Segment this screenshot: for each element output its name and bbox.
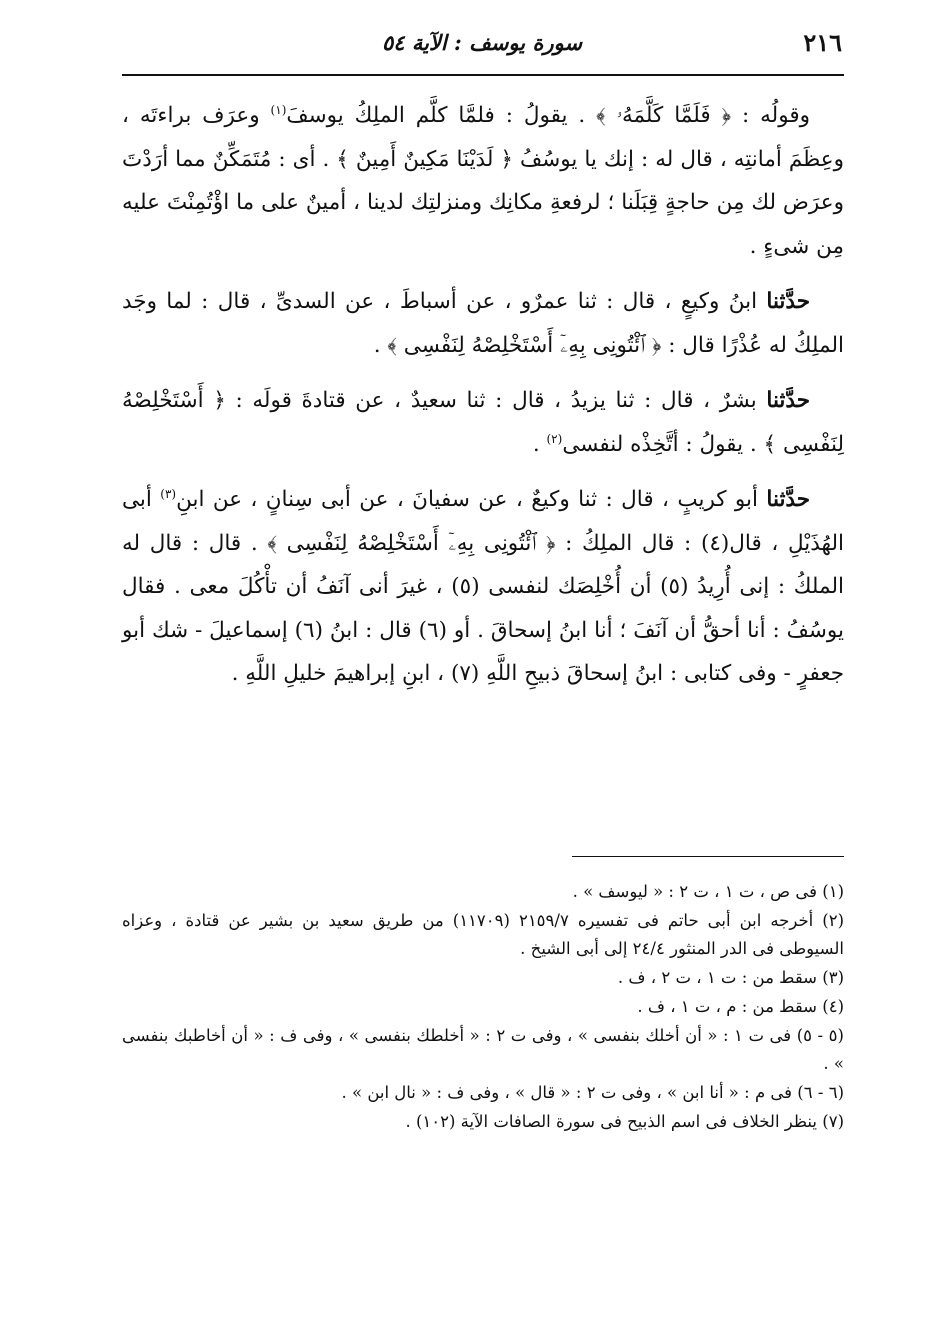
paragraph-lead: حدَّثنا (766, 289, 810, 314)
header-divider (122, 74, 844, 76)
footnotes (122, 878, 844, 1137)
page-number: ٢١٦ (803, 28, 842, 57)
paragraph-text: ابنُ وكيعٍ ، قال : ثنا عمرٌو ، عن أسباطَ ، عن السدىِّ ، قال : لما وجَد الملِكُ له عُذْرًا قال : ﴿ ٱئْتُونِى بِهِۦٓ أَسْتَخْلِصْهُ لِنَفْسِى ﴾ . (122, 289, 844, 358)
paragraph-4 (122, 478, 844, 696)
paragraph-3 (122, 379, 844, 466)
paragraph-text: وقولُه : ﴿ فَلَمَّا كَلَّمَهُۥ ﴾ . يقولُ : فلمَّا كلَّم الملِكُ يوسفَ (286, 103, 811, 128)
footnote-3: (٣) سقط من : ت ١ ، ت ٢ ، ف . (617, 968, 844, 987)
page-header (122, 24, 842, 68)
footnote-4: (٤) سقط من : م ، ت ١ ، ف . (637, 997, 844, 1016)
paragraph-text-continued: أبى الهُذَيْلِ ، قال(٤) : قال الملِكُ : ﴿ ٱئْتُونِى بِهِۦٓ أَسْتَخْلِصْهُ لِنَفْسِى ﴾ . قال : قال له الملكُ : إنى أُرِيدُ (٥) أن أُخْلِصَك لنفسى (٥) ، غيرَ أنى آنَفُ أن تأْكُلَ معى . فقال يوسُفُ : أنا أحقُّ أن آنَفَ ؛ أنا ابنُ إسحاقَ . أو (٦) قال : ابنُ (٦) إسماعيلَ - شك أبو جعفرٍ - وفى كتابى : ابنُ إسحاقَ ذبيحِ اللَّهِ (٧) ، ابنِ إبراهيمَ خليلِ اللَّهِ . (122, 487, 844, 686)
footnote-1: (١) فى ص ، ت ١ ، ت ٢ : « ليوسف » . (572, 882, 844, 901)
footnote-2: (٢) أخرجه ابن أبى حاتم فى تفسيره ٢١٥٩/٧ (١١٧٠٩) من طريق سعيد بن بشير عن قتادة ، وعزاه السيوطى فى الدر المنثور ٢٤/٤ إلى أبى الشيخ . (122, 911, 845, 958)
footnote-marker: (١) (270, 102, 287, 117)
paragraph-text-continued: وعرَف براءتَه ، وعِظَمَ أمانتِه ، قال له : إنك يا يوسُفُ ﴿ لَدَيْنَا مَكِينٌ أَمِينٌ ﴾ . أى : مُتَمَكِّنٌ مما أرَدْتَ وعرَض لك مِن حاجةٍ قِبَلَنا ؛ لرفعةِ مكانِك ومنزلتِك لدينا ، أمينٌ على ما اؤْتُمِنْتَ عليه مِن شىءٍ . (122, 103, 844, 259)
paragraph-2 (122, 280, 844, 367)
footnote-marker: (٣) (160, 486, 177, 501)
footnote-7: (٧) ينظر الخلاف فى اسم الذبيح فى سورة الصافات الآية (١٠٢) . (405, 1112, 844, 1131)
running-title: سورة يوسف : الآية ٥٤ (381, 30, 583, 55)
paragraph-1 (122, 94, 844, 268)
paragraph-text-continued: . (532, 431, 547, 457)
paragraph-lead: حدَّثنا (766, 487, 811, 512)
paragraph-text: أبو كريبٍ ، قال : ثنا وكيعٌ ، عن سفيانَ ، عن أبى سِنانٍ ، عن ابنِ (176, 487, 767, 512)
paragraph-text: بشرٌ ، قال : ثنا يزيدُ ، قال : ثنا سعيدٌ ، عن قتادةَ قولَه : ﴿ أَسْتَخْلِصْهُ لِنَفْسِى ﴾ . يقولُ : أتَّخِذْه لنفسى (122, 388, 844, 457)
main-text (122, 94, 844, 708)
paragraph-lead: حدَّثنا (766, 388, 810, 413)
footnote-6: (٦ - ٦) فى م : « أنا ابن » ، وفى ت ٢ : « قال » ، وفى ف : « نال ابن » . (341, 1083, 844, 1102)
footnote-divider (572, 856, 844, 857)
footnote-5: (٥ - ٥) فى ت ١ : « أن أخلك بنفسى » ، وفى ت ٢ : « أخلطك بنفسى » ، وفى ف : « أن أخاطبك بنفسى » . (122, 1026, 844, 1073)
footnote-marker: (٢) (546, 431, 563, 446)
